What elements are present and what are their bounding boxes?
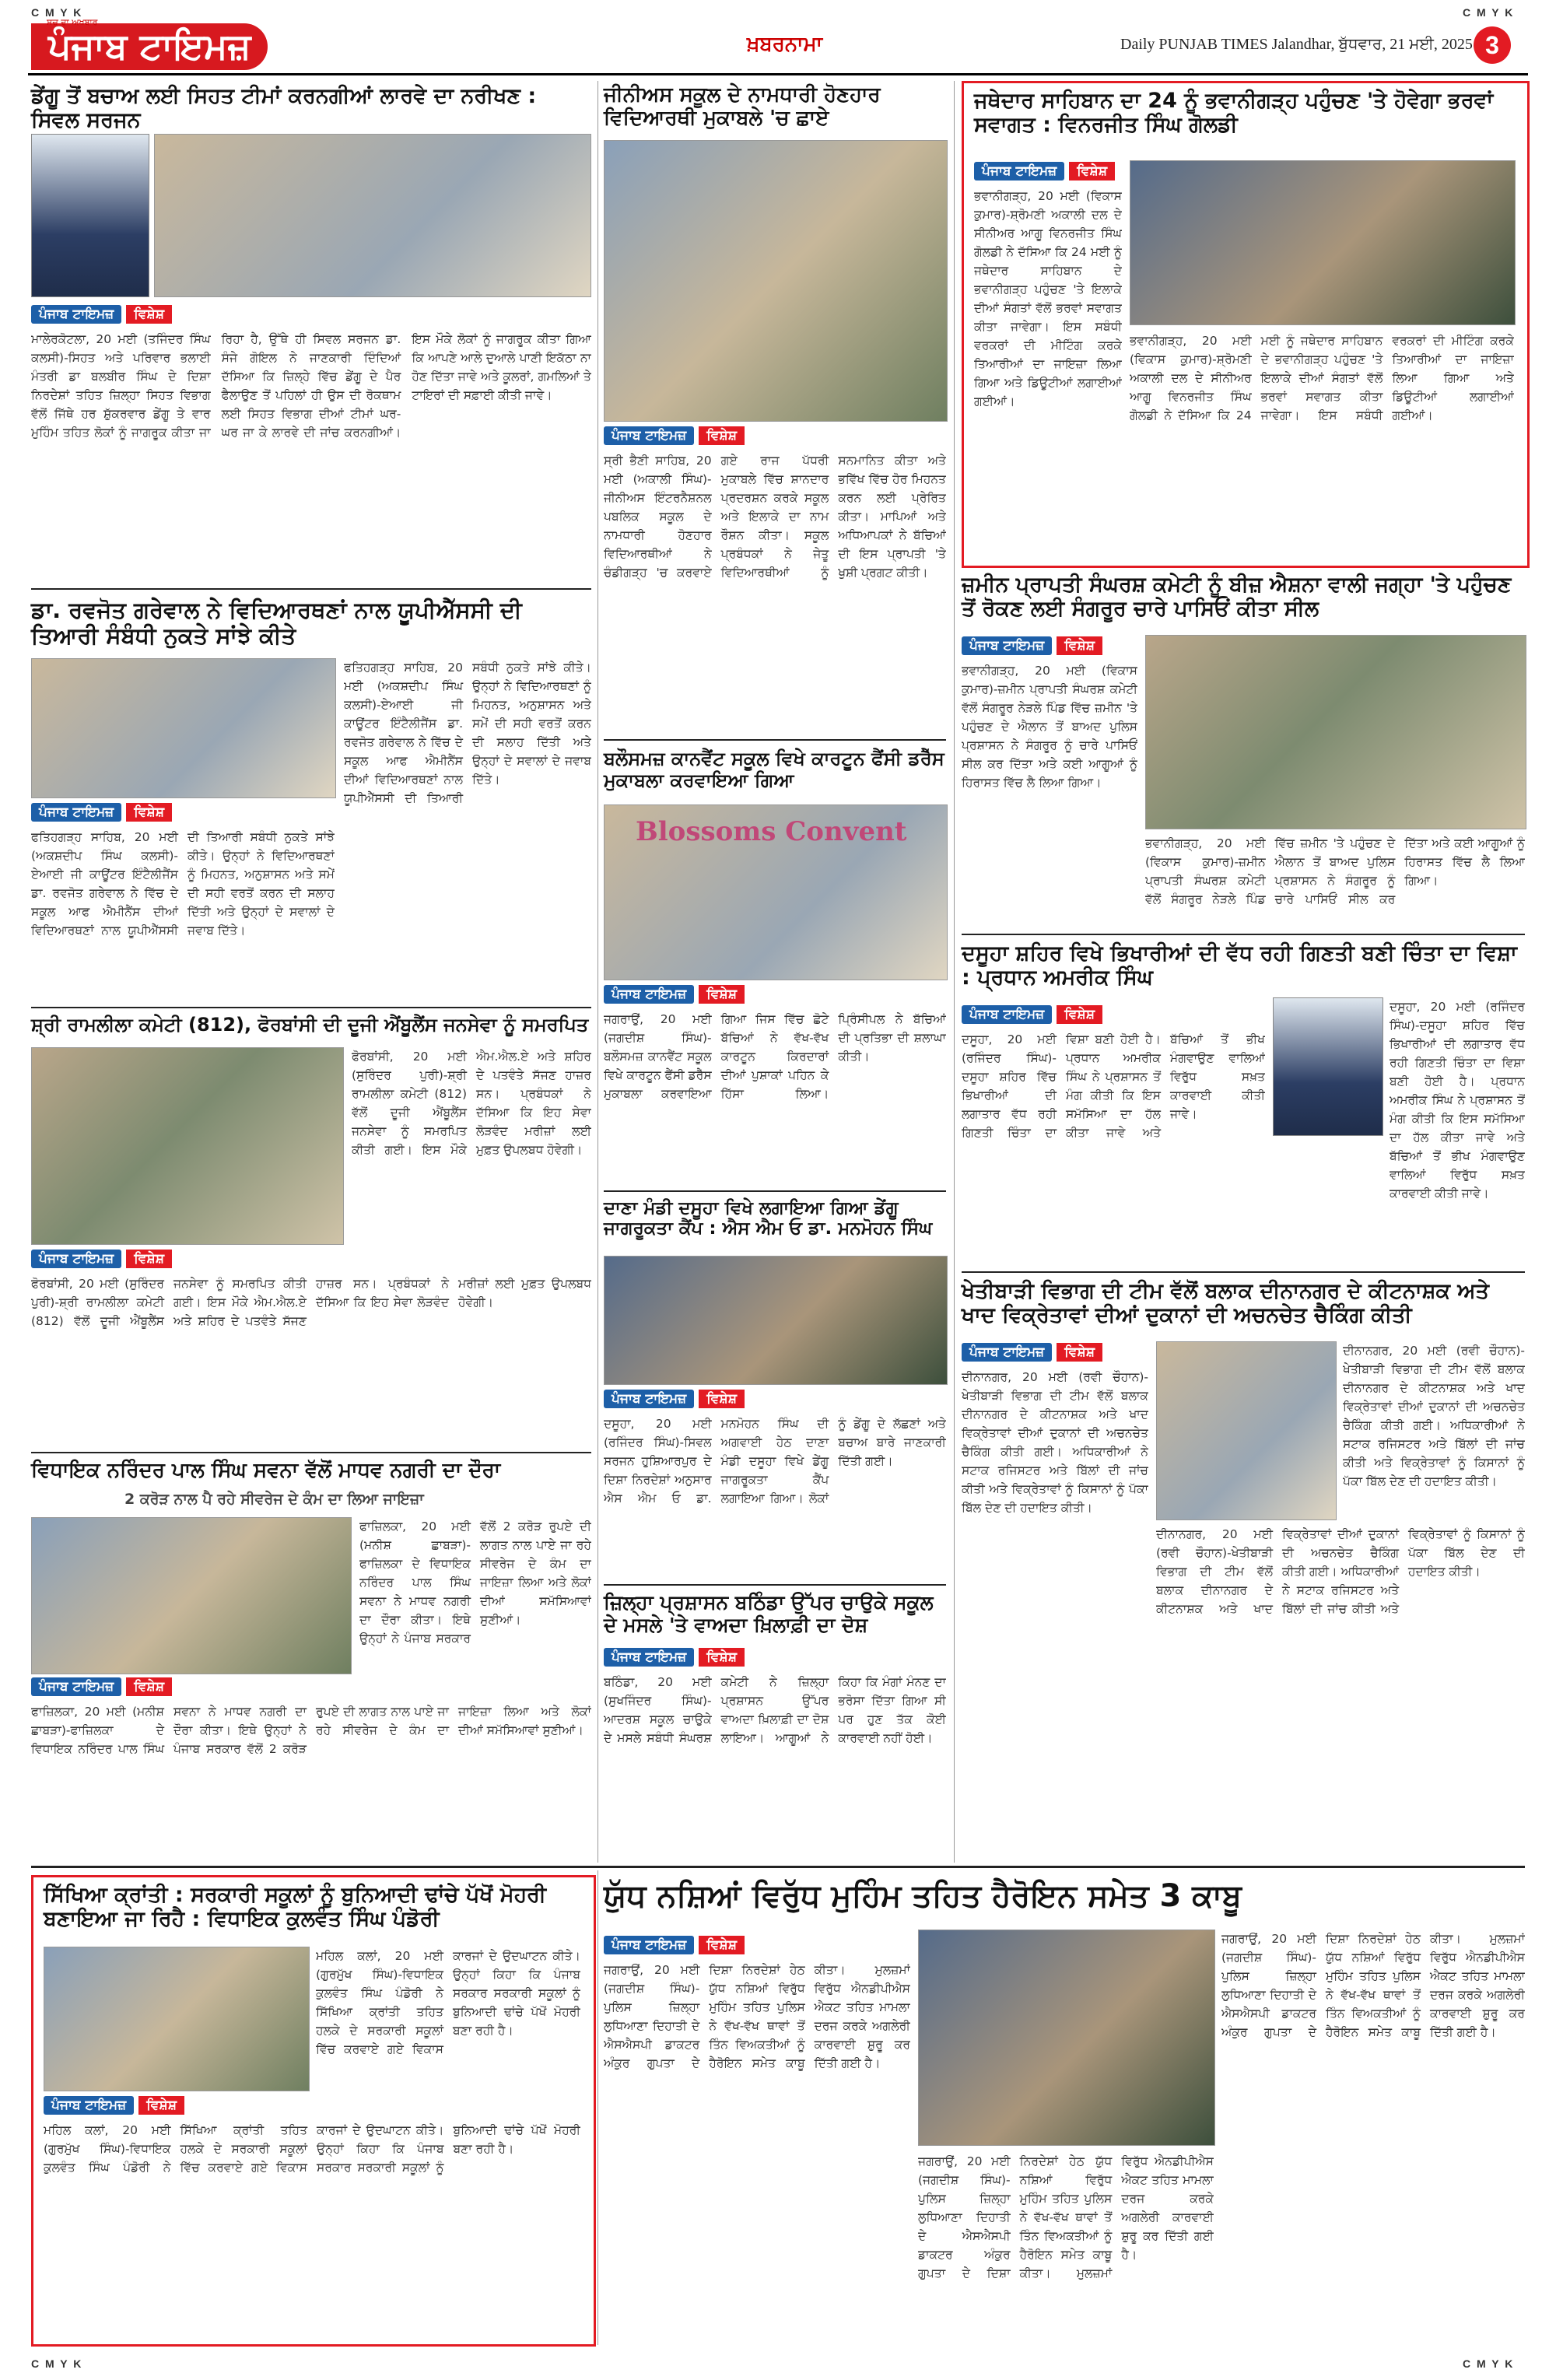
article-headline-bathinda: ਜ਼ਿਲ੍ਹਾ ਪ੍ਰਸ਼ਾਸਨ ਬਠਿੰਡਾ ਉੱਪਰ ਚਾਉਕੇ ਸਕੂਲ ਦੇ ਮਸਲੇ 'ਤੇ ਵਾਅਦਾ ਖ਼ਿਲਾਫ਼ੀ ਦਾ ਦੋਸ਼ (604, 1591, 934, 1636)
byline-tag: ਵਿਸ਼ੇਸ਼ (699, 1648, 745, 1667)
article-body-upsc: ਫਤਿਹਗੜ੍ਹ ਸਾਹਿਬ, 20 ਮਈ (ਅਕਸ਼ਦੀਪ ਸਿੰਘ ਕਲਸੀ)-ਏਆਈ ਜੀ ਕਾਊਂਟਰ ਇੰਟੈਲੀਜੈਂਸ ਡਾ. ਰਵਜੋਤ ਗਰੇਵਾਲ ਨੇ ਵਿੱਚ ਦੇ ਸਕੂਲ ਆਫ ਐਮੀਨੈਂਸ ਦੀਆਂ ਵਿਦਿਆਰਥਣਾਂ ਨਾਲ ਯੂਪੀਐੱਸਸੀ ਦੀ ਤਿਆਰੀ ਸਬੰਧੀ ਨੁਕਤੇ ਸਾਂਝੇ ਕੀਤੇ। ਉਨ੍ਹਾਂ ਨੇ ਵਿਦਿਆਰਥਣਾਂ ਨੂੰ ਮਿਹਨਤ, ਅਨੁਸ਼ਾਸਨ ਅਤੇ ਸਮੇਂ ਦੀ ਸਹੀ ਵਰਤੋਂ ਕਰਨ ਦੀ ਸਲਾਹ ਦਿੱਤੀ ਅਤੇ ਉਨ੍ਹਾਂ ਦੇ ਸਵਾਲਾਂ ਦੇ ਜਵਾਬ ਦਿੱਤੇ। (31, 830, 335, 938)
article-body-madhav-cont: ਫਾਜ਼ਿਲਕਾ, 20 ਮਈ (ਮਨੀਸ਼ ਛਾਬੜਾ)-ਫਾਜ਼ਿਲਕਾ ਦੇ ਵਿਧਾਇਕ ਨਰਿੰਦਰ ਪਾਲ ਸਿੰਘ ਸਵਨਾ ਨੇ ਮਾਧਵ ਨਗਰੀ ਦਾ ਦੌਰਾ ਕੀਤਾ। ਇਥੇ ਉਨ੍ਹਾਂ ਨੇ ਪੰਜਾਬ ਸਰਕਾਰ ਵੱਲੋਂ 2 ਕਰੋੜ ਰੁਪਏ ਦੀ ਲਾਗਤ ਨਾਲ ਪਾਏ ਜਾ ਰਹੇ ਸੀਵਰੇਜ ਦੇ ਕੰਮ ਦਾ ਜਾਇਜ਼ਾ ਲਿਆ ਅਤੇ ਲੋਕਾਂ ਦੀਆਂ ਸਮੱਸਿਆਵਾਂ ਸੁਣੀਆਂ। (359, 1519, 591, 1646)
byline-paper: ਪੰਜਾਬ ਟਾਇਮਜ਼ (962, 1005, 1052, 1024)
article-body-beggars: ਦਸੂਹਾ, 20 ਮਈ (ਰਜਿੰਦਰ ਸਿੰਘ)-ਦਸੂਹਾ ਸ਼ਹਿਰ ਵਿੱਚ ਭਿਖਾਰੀਆਂ ਦੀ ਲਗਾਤਾਰ ਵੱਧ ਰਹੀ ਗਿਣਤੀ ਚਿੰਤਾ ਦਾ ਵਿਸ਼ਾ ਬਣੀ ਹੋਈ ਹੈ। ਪ੍ਰਧਾਨ ਅਮਰੀਕ ਸਿੰਘ ਨੇ ਪ੍ਰਸ਼ਾਸਨ ਤੋਂ ਮੰਗ ਕੀਤੀ ਕਿ ਇਸ ਸਮੱਸਿਆ ਦਾ ਹੱਲ ਕੀਤਾ ਜਾਵੇ ਅਤੇ ਬੱਚਿਆਂ ਤੋਂ ਭੀਖ ਮੰਗਵਾਉਣ ਵਾਲਿਆਂ ਵਿਰੁੱਧ ਸਖ਼ਤ ਕਾਰਵਾਈ ਕੀਤੀ ਜਾਵੇ। (962, 1032, 1265, 1141)
divider (962, 934, 1525, 935)
article-body-drugs-cont: ਜਗਰਾਉਂ, 20 ਮਈ (ਜਗਦੀਸ਼ ਸਿੰਘ)-ਪੁਲਿਸ ਜ਼ਿਲ੍ਹਾ ਲੁਧਿਆਣਾ ਦਿਹਾਤੀ ਦੇ ਐਸਐਸਪੀ ਡਾਕਟਰ ਅੰਕੁਰ ਗੁਪਤਾ ਦੇ ਦਿਸ਼ਾ ਨਿਰਦੇਸ਼ਾਂ ਹੇਠ ਯੁੱਧ ਨਸ਼ਿਆਂ ਵਿਰੁੱਧ ਮੁਹਿੰਮ ਤਹਿਤ ਪੁਲਿਸ ਨੇ ਵੱਖ-ਵੱਖ ਥਾਵਾਂ ਤੋਂ ਤਿੰਨ ਵਿਅਕਤੀਆਂ ਨੂੰ ਹੈਰੋਇਨ ਸਮੇਤ ਕਾਬੂ ਕੀਤਾ। ਮੁਲਜ਼ਮਾਂ ਵਿਰੁੱਧ ਐਨਡੀਪੀਐਸ ਐਕਟ ਤਹਿਤ ਮਾਮਲਾ ਦਰਜ ਕਰਕੇ ਅਗਲੇਰੀ ਕਾਰਵਾਈ ਸ਼ੁਰੂ ਕਰ ਦਿੱਤੀ ਗਈ ਹੈ। (918, 2154, 1214, 2281)
article-photo-dengue-camp (604, 1256, 948, 1385)
byline-paper: ਪੰਜਾਬ ਟਾਇਮਜ਼ (31, 1677, 121, 1696)
byline-paper: ਪੰਜਾਬ ਟਾਇਮਜ਼ (604, 1390, 694, 1408)
article-photo-jathedar (1130, 160, 1516, 325)
cmyk-marker-footer-left: C M Y K (31, 2357, 83, 2370)
article-body-cartoon: ਜਗਰਾਉਂ, 20 ਮਈ (ਜਗਦੀਸ਼ ਸਿੰਘ)-ਬਲੌਸਮਜ਼ ਕਾਨਵੈਂਟ ਸਕੂਲ ਵਿਖੇ ਕਾਰਟੂਨ ਫੈਂਸੀ ਡਰੈੱਸ ਮੁਕਾਬਲਾ ਕਰਵਾਇਆ ਗਿਆ ਜਿਸ ਵਿੱਚ ਛੋਟੇ ਬੱਚਿਆਂ ਨੇ ਵੱਖ-ਵੱਖ ਕਾਰਟੂਨ ਕਿਰਦਾਰਾਂ ਦੀਆਂ ਪੁਸ਼ਾਕਾਂ ਪਹਿਨ ਕੇ ਹਿੱਸਾ ਲਿਆ। ਪ੍ਰਿੰਸੀਪਲ ਨੇ ਬੱਚਿਆਂ ਦੀ ਪ੍ਰਤਿਭਾ ਦੀ ਸ਼ਲਾਘਾ ਕੀਤੀ। (604, 1012, 946, 1102)
column-divider (954, 81, 955, 1863)
article-headline-upsc: ਡਾ. ਰਵਜੋਤ ਗਰੇਵਾਲ ਨੇ ਵਿਦਿਆਰਥਣਾਂ ਨਾਲ ਯੂਪੀਐੱਸਸੀ ਦੀ ਤਿਆਰੀ ਸੰਬੰਧੀ ਨੁਕਤੇ ਸਾਂਝੇ ਕੀਤੇ (31, 597, 522, 650)
article-body-beggars-cont: ਦਸੂਹਾ, 20 ਮਈ (ਰਜਿੰਦਰ ਸਿੰਘ)-ਦਸੂਹਾ ਸ਼ਹਿਰ ਵਿੱਚ ਭਿਖਾਰੀਆਂ ਦੀ ਲਗਾਤਾਰ ਵੱਧ ਰਹੀ ਗਿਣਤੀ ਚਿੰਤਾ ਦਾ ਵਿਸ਼ਾ ਬਣੀ ਹੋਈ ਹੈ। ਪ੍ਰਧਾਨ ਅਮਰੀਕ ਸਿੰਘ ਨੇ ਪ੍ਰਸ਼ਾਸਨ ਤੋਂ ਮੰਗ ਕੀਤੀ ਕਿ ਇਸ ਸਮੱਸਿਆ ਦਾ ਹੱਲ ਕੀਤਾ ਜਾਵੇ ਅਤੇ ਬੱਚਿਆਂ ਤੋਂ ਭੀਖ ਮੰਗਵਾਉਣ ਵਾਲਿਆਂ ਵਿਰੁੱਧ ਸਖ਼ਤ ਕਾਰਵਾਈ ਕੀਤੀ ਜਾਵੇ। (1390, 1000, 1525, 1201)
article-body-zameen-cont: ਭਵਾਨੀਗੜ੍ਹ, 20 ਮਈ (ਵਿਕਾਸ ਕੁਮਾਰ)-ਜ਼ਮੀਨ ਪ੍ਰਾਪਤੀ ਸੰਘਰਸ਼ ਕਮੇਟੀ ਵੱਲੋਂ ਸੰਗਰੂਰ ਨੇੜਲੇ ਪਿੰਡ ਵਿੱਚ ਜ਼ਮੀਨ 'ਤੇ ਪਹੁੰਚਣ ਦੇ ਐਲਾਨ ਤੋਂ ਬਾਅਦ ਪੁਲਿਸ ਪ੍ਰਸ਼ਾਸਨ ਨੇ ਸੰਗਰੂਰ ਨੂੰ ਚਾਰੇ ਪਾਸਿਓਂ ਸੀਲ ਕਰ ਦਿੱਤਾ ਅਤੇ ਕਈ ਆਗੂਆਂ ਨੂੰ ਹਿਰਾਸਤ ਵਿੱਚ ਲੈ ਲਿਆ ਗਿਆ। (1145, 836, 1525, 907)
byline-tag: ਵਿਸ਼ੇਸ਼ (126, 1677, 172, 1696)
president-portrait (1273, 997, 1383, 1136)
article-photo-zameen (1145, 635, 1526, 829)
byline (31, 305, 172, 324)
article-body-genius: ਸ੍ਰੀ ਭੈਣੀ ਸਾਹਿਬ, 20 ਮਈ (ਅਕਾਲੀ ਸਿੰਘ)-ਜੀਨੀਅਸ ਇੰਟਰਨੈਸ਼ਨਲ ਪਬਲਿਕ ਸਕੂਲ ਦੇ ਨਾਮਧਾਰੀ ਹੋਣਹਾਰ ਵਿਦਿਆਰਥੀਆਂ ਨੇ ਚੰਡੀਗੜ੍ਹ 'ਚ ਕਰਵਾਏ ਗਏ ਰਾਜ ਪੱਧਰੀ ਮੁਕਾਬਲੇ ਵਿੱਚ ਸ਼ਾਨਦਾਰ ਪ੍ਰਦਰਸ਼ਨ ਕਰਕੇ ਸਕੂਲ ਅਤੇ ਇਲਾਕੇ ਦਾ ਨਾਮ ਰੌਸ਼ਨ ਕੀਤਾ। ਸਕੂਲ ਪ੍ਰਬੰਧਕਾਂ ਨੇ ਜੇਤੂ ਵਿਦਿਆਰਥੀਆਂ ਨੂੰ ਸਨਮਾਨਿਤ ਕੀਤਾ ਅਤੇ ਭਵਿੱਖ ਵਿੱਚ ਹੋਰ ਮਿਹਨਤ ਕਰਨ ਲਈ ਪ੍ਰੇਰਿਤ ਕੀਤਾ। ਮਾਪਿਆਂ ਅਤੇ ਅਧਿਆਪਕਾਂ ਨੇ ਬੱਚਿਆਂ ਦੀ ਇਸ ਪ੍ਰਾਪਤੀ 'ਤੇ ਖੁਸ਼ੀ ਪ੍ਰਗਟ ਕੀਤੀ। (604, 454, 946, 580)
article-body-upsc-cont: ਫਤਿਹਗੜ੍ਹ ਸਾਹਿਬ, 20 ਮਈ (ਅਕਸ਼ਦੀਪ ਸਿੰਘ ਕਲਸੀ)-ਏਆਈ ਜੀ ਕਾਊਂਟਰ ਇੰਟੈਲੀਜੈਂਸ ਡਾ. ਰਵਜੋਤ ਗਰੇਵਾਲ ਨੇ ਵਿੱਚ ਦੇ ਸਕੂਲ ਆਫ ਐਮੀਨੈਂਸ ਦੀਆਂ ਵਿਦਿਆਰਥਣਾਂ ਨਾਲ ਯੂਪੀਐੱਸਸੀ ਦੀ ਤਿਆਰੀ ਸਬੰਧੀ ਨੁਕਤੇ ਸਾਂਝੇ ਕੀਤੇ। ਉਨ੍ਹਾਂ ਨੇ ਵਿਦਿਆਰਥਣਾਂ ਨੂੰ ਮਿਹਨਤ, ਅਨੁਸ਼ਾਸਨ ਅਤੇ ਸਮੇਂ ਦੀ ਸਹੀ ਵਰਤੋਂ ਕਰਨ ਦੀ ਸਲਾਹ ਦਿੱਤੀ ਅਤੇ ਉਨ੍ਹਾਂ ਦੇ ਸਵਾਲਾਂ ਦੇ ਜਵਾਬ ਦਿੱਤੇ। (344, 661, 591, 806)
article-headline-madhav: ਵਿਧਾਇਕ ਨਰਿੰਦਰ ਪਾਲ ਸਿੰਘ ਸਵਨਾ ਵੱਲੋਂ ਮਾਧਵ ਨਗਰੀ ਦਾ ਦੌਰਾ (31, 1459, 501, 1482)
byline-paper: ਪੰਜਾਬ ਟਾਇਮਜ਼ (31, 803, 121, 822)
cmyk-marker-left: C M Y K (31, 6, 83, 19)
divider (31, 1452, 591, 1453)
masthead-logo: ਪੰਜਾਬ ਟਾਇਮਜ਼ (31, 23, 268, 70)
byline (962, 1343, 1102, 1362)
byline (31, 1677, 172, 1696)
byline-tag: ਵਿਸ਼ੇਸ਼ (699, 1936, 745, 1954)
byline-paper: ਪੰਜਾਬ ਟਾਇਮਜ਼ (604, 1648, 694, 1667)
article-body-jathedar-cont: ਭਵਾਨੀਗੜ੍ਹ, 20 ਮਈ (ਵਿਕਾਸ ਕੁਮਾਰ)-ਸ਼੍ਰੋਮਣੀ ਅਕਾਲੀ ਦਲ ਦੇ ਸੀਨੀਅਰ ਆਗੂ ਵਿਨਰਜੀਤ ਸਿੰਘ ਗੋਲਡੀ ਨੇ ਦੱਸਿਆ ਕਿ 24 ਮਈ ਨੂੰ ਜਥੇਦਾਰ ਸਾਹਿਬਾਨ ਦੇ ਭਵਾਨੀਗੜ੍ਹ ਪਹੁੰਚਣ 'ਤੇ ਇਲਾਕੇ ਦੀਆਂ ਸੰਗਤਾਂ ਵੱਲੋਂ ਭਰਵਾਂ ਸਵਾਗਤ ਕੀਤਾ ਜਾਵੇਗਾ। ਇਸ ਸਬੰਧੀ ਵਰਕਰਾਂ ਦੀ ਮੀਟਿੰਗ ਕਰਕੇ ਤਿਆਰੀਆਂ ਦਾ ਜਾਇਜ਼ਾ ਲਿਆ ਗਿਆ ਅਤੇ ਡਿਊਟੀਆਂ ਲਗਾਈਆਂ ਗਈਆਂ। (1130, 334, 1514, 423)
divider (31, 588, 591, 590)
byline-tag: ਵਿਸ਼ੇਸ਼ (1057, 636, 1102, 655)
article-photo-cartoon (604, 804, 948, 980)
article-body-drugs-side: ਜਗਰਾਉਂ, 20 ਮਈ (ਜਗਦੀਸ਼ ਸਿੰਘ)-ਪੁਲਿਸ ਜ਼ਿਲ੍ਹਾ ਲੁਧਿਆਣਾ ਦਿਹਾਤੀ ਦੇ ਐਸਐਸਪੀ ਡਾਕਟਰ ਅੰਕੁਰ ਗੁਪਤਾ ਦੇ ਦਿਸ਼ਾ ਨਿਰਦੇਸ਼ਾਂ ਹੇਠ ਯੁੱਧ ਨਸ਼ਿਆਂ ਵਿਰੁੱਧ ਮੁਹਿੰਮ ਤਹਿਤ ਪੁਲਿਸ ਨੇ ਵੱਖ-ਵੱਖ ਥਾਵਾਂ ਤੋਂ ਤਿੰਨ ਵਿਅਕਤੀਆਂ ਨੂੰ ਹੈਰੋਇਨ ਸਮੇਤ ਕਾਬੂ ਕੀਤਾ। ਮੁਲਜ਼ਮਾਂ ਵਿਰੁੱਧ ਐਨਡੀਪੀਐਸ ਐਕਟ ਤਹਿਤ ਮਾਮਲਾ ਦਰਜ ਕਰਕੇ ਅਗਲੇਰੀ ਕਾਰਵਾਈ ਸ਼ੁਰੂ ਕਰ ਦਿੱਤੀ ਗਈ ਹੈ। (1221, 1932, 1525, 2040)
article-body-dengue: ਮਾਲੇਰਕੋਟਲਾ, 20 ਮਈ (ਤਜਿੰਦਰ ਸਿੰਘ ਕਲਸੀ)-ਸਿਹਤ ਅਤੇ ਪਰਿਵਾਰ ਭਲਾਈ ਮੰਤਰੀ ਡਾ ਬਲਬੀਰ ਸਿੰਘ ਦੇ ਦਿਸ਼ਾ ਨਿਰਦੇਸ਼ਾਂ ਤਹਿਤ ਜ਼ਿਲ੍ਹਾ ਸਿਹਤ ਵਿਭਾਗ ਵੱਲੋਂ ਜਿੱਥੇ ਹਰ ਸ਼ੁੱਕਰਵਾਰ ਡੇਂਗੂ ਤੇ ਵਾਰ ਮੁਹਿੰਮ ਤਹਿਤ ਲੋਕਾਂ ਨੂੰ ਜਾਗਰੂਕ ਕੀਤਾ ਜਾ ਰਿਹਾ ਹੈ, ਉੱਥੇ ਹੀ ਸਿਵਲ ਸਰਜਨ ਡਾ. ਸੰਜੇ ਗੋਇਲ ਨੇ ਜਾਣਕਾਰੀ ਦਿੰਦਿਆਂ ਦੱਸਿਆ ਕਿ ਜ਼ਿਲ੍ਹੇ ਵਿੱਚ ਡੇਂਗੂ ਦੇ ਪੈਰ ਫੈਲਾਉਣ ਤੋਂ ਪਹਿਲਾਂ ਹੀ ਉਸ ਦੀ ਰੋਕਥਾਮ ਲਈ ਸਿਹਤ ਵਿਭਾਗ ਦੀਆਂ ਟੀਮਾਂ ਘਰ-ਘਰ ਜਾ ਕੇ ਲਾਰਵੇ ਦੀ ਜਾਂਚ ਕਰਨਗੀਆਂ। ਇਸ ਮੌਕੇ ਲੋਕਾਂ ਨੂੰ ਜਾਗਰੂਕ ਕੀਤਾ ਗਿਆ ਕਿ ਆਪਣੇ ਆਲੇ ਦੁਆਲੇ ਪਾਣੀ ਇਕੱਠਾ ਨਾ ਹੋਣ ਦਿੱਤਾ ਜਾਵੇ ਅਤੇ ਕੂਲਰਾਂ, ਗਮਲਿਆਂ ਤੇ ਟਾਇਰਾਂ ਦੀ ਸਫ਼ਾਈ ਕੀਤੀ ਜਾਵੇ। (31, 332, 591, 440)
divider (31, 1866, 1525, 1868)
byline (31, 803, 172, 822)
byline (604, 1648, 745, 1667)
divider (604, 1190, 946, 1192)
article-body-madhav: ਫਾਜ਼ਿਲਕਾ, 20 ਮਈ (ਮਨੀਸ਼ ਛਾਬੜਾ)-ਫਾਜ਼ਿਲਕਾ ਦੇ ਵਿਧਾਇਕ ਨਰਿੰਦਰ ਪਾਲ ਸਿੰਘ ਸਵਨਾ ਨੇ ਮਾਧਵ ਨਗਰੀ ਦਾ ਦੌਰਾ ਕੀਤਾ। ਇਥੇ ਉਨ੍ਹਾਂ ਨੇ ਪੰਜਾਬ ਸਰਕਾਰ ਵੱਲੋਂ 2 ਕਰੋੜ ਰੁਪਏ ਦੀ ਲਾਗਤ ਨਾਲ ਪਾਏ ਜਾ ਰਹੇ ਸੀਵਰੇਜ ਦੇ ਕੰਮ ਦਾ ਜਾਇਜ਼ਾ ਲਿਆ ਅਤੇ ਲੋਕਾਂ ਦੀਆਂ ਸਮੱਸਿਆਵਾਂ ਸੁਣੀਆਂ। (31, 1705, 591, 1757)
byline-paper: ਪੰਜਾਬ ਟਾਇਮਜ਼ (962, 1343, 1052, 1362)
article-photo-pesticide (1156, 1341, 1337, 1520)
civil-surgeon-portrait (31, 134, 149, 297)
byline-paper: ਪੰਜਾਬ ਟਾਇਮਜ਼ (44, 2096, 134, 2115)
byline (604, 1390, 745, 1408)
dateline: Daily PUNJAB TIMES Jalandhar, ਬੁੱਧਵਾਰ, 21 ਮਈ, 2025 (1120, 36, 1473, 53)
article-headline-jathedar: ਜਥੇਦਾਰ ਸਾਹਿਬਾਨ ਦਾ 24 ਨੂੰ ਭਵਾਨੀਗੜ੍ਹ ਪਹੁੰਚਣ 'ਤੇ ਹੋਵੇਗਾ ਭਰਵਾਂ ਸਵਾਗਤ : ਵਿਨਰਜੀਤ ਸਿੰਘ ਗੋਲਡੀ (974, 89, 1494, 138)
byline-tag: ਵਿਸ਼ੇਸ਼ (126, 305, 172, 324)
article-body-pesticide-side: ਦੀਨਾਨਗਰ, 20 ਮਈ (ਰਵੀ ਚੌਹਾਨ)-ਖੇਤੀਬਾੜੀ ਵਿਭਾਗ ਦੀ ਟੀਮ ਵੱਲੋਂ ਬਲਾਕ ਦੀਨਾਨਗਰ ਦੇ ਕੀਟਨਾਸ਼ਕ ਅਤੇ ਖਾਦ ਵਿਕ੍ਰੇਤਾਵਾਂ ਦੀਆਂ ਦੁਕਾਨਾਂ ਦੀ ਅਚਨਚੇਤ ਚੈਕਿੰਗ ਕੀਤੀ ਗਈ। ਅਧਿਕਾਰੀਆਂ ਨੇ ਸਟਾਕ ਰਜਿਸਟਰ ਅਤੇ ਬਿੱਲਾਂ ਦੀ ਜਾਂਚ ਕੀਤੀ ਅਤੇ ਵਿਕ੍ਰੇਤਾਵਾਂ ਨੂੰ ਕਿਸਾਨਾਂ ਨੂੰ ਪੱਕਾ ਬਿੱਲ ਦੇਣ ਦੀ ਹਦਾਇਤ ਕੀਤੀ। (1343, 1344, 1525, 1489)
article-body-education-cont: ਮਹਿਲ ਕਲਾਂ, 20 ਮਈ (ਗੁਰਮੁੱਖ ਸਿੰਘ)-ਵਿਧਾਇਕ ਕੁਲਵੰਤ ਸਿੰਘ ਪੰਡੋਰੀ ਨੇ ਸਿੱਖਿਆ ਕ੍ਰਾਂਤੀ ਤਹਿਤ ਹਲਕੇ ਦੇ ਸਰਕਾਰੀ ਸਕੂਲਾਂ ਵਿੱਚ ਕਰਵਾਏ ਗਏ ਵਿਕਾਸ ਕਾਰਜਾਂ ਦੇ ਉਦਘਾਟਨ ਕੀਤੇ। ਉਨ੍ਹਾਂ ਕਿਹਾ ਕਿ ਪੰਜਾਬ ਸਰਕਾਰ ਸਰਕਾਰੀ ਸਕੂਲਾਂ ਨੂੰ ਬੁਨਿਆਦੀ ਢਾਂਚੇ ਪੱਖੋਂ ਮੋਹਰੀ ਬਣਾ ਰਹੀ ਹੈ। (316, 1949, 580, 2057)
byline-paper: ਪੰਜਾਬ ਟਾਇਮਜ਼ (974, 162, 1064, 181)
article-body-ramleela-cont: ਫੋਰਬਾਂਸੀ, 20 ਮਈ (ਸੁਰਿੰਦਰ ਪੁਰੀ)-ਸ਼੍ਰੀ ਰਾਮਲੀਲਾ ਕਮੇਟੀ (812) ਵੱਲੋਂ ਦੂਜੀ ਐਂਬੂਲੈਂਸ ਜਨਸੇਵਾ ਨੂੰ ਸਮਰਪਿਤ ਕੀਤੀ ਗਈ। ਇਸ ਮੌਕੇ ਐਮ.ਐਲ.ਏ ਅਤੇ ਸ਼ਹਿਰ ਦੇ ਪਤਵੰਤੇ ਸੱਜਣ ਹਾਜ਼ਰ ਸਨ। ਪ੍ਰਬੰਧਕਾਂ ਨੇ ਦੱਸਿਆ ਕਿ ਇਹ ਸੇਵਾ ਲੋੜਵੰਦ ਮਰੀਜ਼ਾਂ ਲਈ ਮੁਫ਼ਤ ਉਪਲਬਧ ਹੋਵੇਗੀ। (352, 1050, 591, 1158)
masthead-rule (28, 73, 1528, 75)
byline-tag: ਵਿਸ਼ੇਸ਼ (1057, 1005, 1102, 1024)
article-headline-dengue-camp: ਦਾਣਾ ਮੰਡੀ ਦਸੂਹਾ ਵਿਖੇ ਲਗਾਇਆ ਗਿਆ ਡੇਂਗੂ ਜਾਗਰੂਕਤਾ ਕੈਂਪ : ਐਸ ਐਮ ਓ ਡਾ. ਮਨਮੋਹਨ ਸਿੰਘ (604, 1198, 933, 1239)
byline-tag: ਵਿਸ਼ੇਸ਼ (138, 2096, 184, 2115)
article-headline-cartoon: ਬਲੌਸਮਜ਼ ਕਾਨਵੈਂਟ ਸਕੂਲ ਵਿਖੇ ਕਾਰਟੂਨ ਫੈਂਸੀ ਡਰੈੱਸ ਮੁਕਾਬਲਾ ਕਰਵਾਇਆ ਗਿਆ (604, 748, 944, 791)
masthead-logo-block (31, 23, 268, 67)
byline-paper: ਪੰਜਾਬ ਟਾਇਮਜ਼ (604, 426, 694, 445)
page-number: 3 (1474, 26, 1511, 64)
article-photo-ramleela (31, 1047, 344, 1245)
byline-paper: ਪੰਜਾਬ ਟਾਇਮਜ਼ (962, 636, 1052, 655)
byline-tag: ਵਿਸ਼ੇਸ਼ (699, 426, 745, 445)
article-body-pesticide: ਦੀਨਾਨਗਰ, 20 ਮਈ (ਰਵੀ ਚੌਹਾਨ)-ਖੇਤੀਬਾੜੀ ਵਿਭਾਗ ਦੀ ਟੀਮ ਵੱਲੋਂ ਬਲਾਕ ਦੀਨਾਨਗਰ ਦੇ ਕੀਟਨਾਸ਼ਕ ਅਤੇ ਖਾਦ ਵਿਕ੍ਰੇਤਾਵਾਂ ਦੀਆਂ ਦੁਕਾਨਾਂ ਦੀ ਅਚਨਚੇਤ ਚੈਕਿੰਗ ਕੀਤੀ ਗਈ। ਅਧਿਕਾਰੀਆਂ ਨੇ ਸਟਾਕ ਰਜਿਸਟਰ ਅਤੇ ਬਿੱਲਾਂ ਦੀ ਜਾਂਚ ਕੀਤੀ ਅਤੇ ਵਿਕ੍ਰੇਤਾਵਾਂ ਨੂੰ ਕਿਸਾਨਾਂ ਨੂੰ ਪੱਕਾ ਬਿੱਲ ਦੇਣ ਦੀ ਹਦਾਇਤ ਕੀਤੀ। (962, 1370, 1148, 1516)
article-body-drugs: ਜਗਰਾਉਂ, 20 ਮਈ (ਜਗਦੀਸ਼ ਸਿੰਘ)-ਪੁਲਿਸ ਜ਼ਿਲ੍ਹਾ ਲੁਧਿਆਣਾ ਦਿਹਾਤੀ ਦੇ ਐਸਐਸਪੀ ਡਾਕਟਰ ਅੰਕੁਰ ਗੁਪਤਾ ਦੇ ਦਿਸ਼ਾ ਨਿਰਦੇਸ਼ਾਂ ਹੇਠ ਯੁੱਧ ਨਸ਼ਿਆਂ ਵਿਰੁੱਧ ਮੁਹਿੰਮ ਤਹਿਤ ਪੁਲਿਸ ਨੇ ਵੱਖ-ਵੱਖ ਥਾਵਾਂ ਤੋਂ ਤਿੰਨ ਵਿਅਕਤੀਆਂ ਨੂੰ ਹੈਰੋਇਨ ਸਮੇਤ ਕਾਬੂ ਕੀਤਾ। ਮੁਲਜ਼ਮਾਂ ਵਿਰੁੱਧ ਐਨਡੀਪੀਐਸ ਐਕਟ ਤਹਿਤ ਮਾਮਲਾ ਦਰਜ ਕਰਕੇ ਅਗਲੇਰੀ ਕਾਰਵਾਈ ਸ਼ੁਰੂ ਕਰ ਦਿੱਤੀ ਗਈ ਹੈ। (604, 1963, 910, 2071)
cmyk-marker-right: C M Y K (1463, 6, 1515, 19)
byline (604, 426, 745, 445)
divider (962, 1271, 1525, 1273)
section-title: ਖ਼ਬਰਨਾਮਾ (747, 33, 823, 56)
article-photo-dengue (154, 134, 591, 297)
byline-tag: ਵਿਸ਼ੇਸ਼ (699, 985, 745, 1004)
article-headline-drugs: ਯੁੱਧ ਨਸ਼ਿਆਂ ਵਿਰੁੱਧ ਮੁਹਿੰਮ ਤਹਿਤ ਹੈਰੋਇਨ ਸਮੇਤ 3 ਕਾਬੂ (604, 1878, 1242, 1914)
article-photo-drugs (918, 1930, 1215, 2146)
byline-tag: ਵਿਸ਼ੇਸ਼ (1069, 162, 1115, 181)
article-headline-pesticide: ਖੇਤੀਬਾੜੀ ਵਿਭਾਗ ਦੀ ਟੀਮ ਵੱਲੋਂ ਬਲਾਕ ਦੀਨਾਨਗਰ ਦੇ ਕੀਟਨਾਸ਼ਕ ਅਤੇ ਖਾਦ ਵਿਕ੍ਰੇਤਾਵਾਂ ਦੀਆਂ ਦੁਕਾਨਾਂ ਦੀ ਅਚਨਚੇਤ ਚੈਕਿੰਗ ਕੀਤੀ (962, 1279, 1489, 1328)
article-photo-genius (604, 140, 948, 422)
byline (604, 985, 745, 1004)
article-photo-madhav (31, 1517, 352, 1674)
byline (962, 1005, 1102, 1024)
byline-tag: ਵਿਸ਼ੇਸ਼ (126, 803, 172, 822)
article-body-ramleela: ਫੋਰਬਾਂਸੀ, 20 ਮਈ (ਸੁਰਿੰਦਰ ਪੁਰੀ)-ਸ਼੍ਰੀ ਰਾਮਲੀਲਾ ਕਮੇਟੀ (812) ਵੱਲੋਂ ਦੂਜੀ ਐਂਬੂਲੈਂਸ ਜਨਸੇਵਾ ਨੂੰ ਸਮਰਪਿਤ ਕੀਤੀ ਗਈ। ਇਸ ਮੌਕੇ ਐਮ.ਐਲ.ਏ ਅਤੇ ਸ਼ਹਿਰ ਦੇ ਪਤਵੰਤੇ ਸੱਜਣ ਹਾਜ਼ਰ ਸਨ। ਪ੍ਰਬੰਧਕਾਂ ਨੇ ਦੱਸਿਆ ਕਿ ਇਹ ਸੇਵਾ ਲੋੜਵੰਦ ਮਰੀਜ਼ਾਂ ਲਈ ਮੁਫ਼ਤ ਉਪਲਬਧ ਹੋਵੇਗੀ। (31, 1277, 591, 1329)
article-headline-education: ਸਿੱਖਿਆ ਕ੍ਰਾਂਤੀ : ਸਰਕਾਰੀ ਸਕੂਲਾਂ ਨੂੰ ਬੁਨਿਆਦੀ ਢਾਂਚੇ ਪੱਖੋਂ ਮੋਹਰੀ ਬਣਾਇਆ ਜਾ ਰਿਹੈ : ਵਿਧਾਇਕ ਕੁਲਵੰਤ ਸਿੰਘ ਪੰਡੋਰੀ (44, 1883, 547, 1932)
byline (604, 1936, 745, 1954)
byline (44, 2096, 184, 2115)
article-body-bathinda: ਬਠਿੰਡਾ, 20 ਮਈ (ਸੁਖਜਿੰਦਰ ਸਿੰਘ)-ਆਦਰਸ਼ ਸਕੂਲ ਚਾਉਕੇ ਦੇ ਮਸਲੇ ਸਬੰਧੀ ਸੰਘਰਸ਼ ਕਮੇਟੀ ਨੇ ਜ਼ਿਲ੍ਹਾ ਪ੍ਰਸ਼ਾਸਨ ਉੱਪਰ ਵਾਅਦਾ ਖ਼ਿਲਾਫ਼ੀ ਦਾ ਦੋਸ਼ ਲਾਇਆ। ਆਗੂਆਂ ਨੇ ਕਿਹਾ ਕਿ ਮੰਗਾਂ ਮੰਨਣ ਦਾ ਭਰੋਸਾ ਦਿੱਤਾ ਗਿਆ ਸੀ ਪਰ ਹੁਣ ਤੱਕ ਕੋਈ ਕਾਰਵਾਈ ਨਹੀਂ ਹੋਈ। (604, 1675, 946, 1746)
byline (31, 1250, 172, 1268)
article-headline-dengue: ਡੇਂਗੂ ਤੋਂ ਬਚਾਅ ਲਈ ਸਿਹਤ ਟੀਮਾਂ ਕਰਨਗੀਆਂ ਲਾਰਵੇ ਦਾ ਨਰੀਖਣ : ਸਿਵਲ ਸਰਜਨ (31, 84, 537, 133)
article-body-pesticide-cont: ਦੀਨਾਨਗਰ, 20 ਮਈ (ਰਵੀ ਚੌਹਾਨ)-ਖੇਤੀਬਾੜੀ ਵਿਭਾਗ ਦੀ ਟੀਮ ਵੱਲੋਂ ਬਲਾਕ ਦੀਨਾਨਗਰ ਦੇ ਕੀਟਨਾਸ਼ਕ ਅਤੇ ਖਾਦ ਵਿਕ੍ਰੇਤਾਵਾਂ ਦੀਆਂ ਦੁਕਾਨਾਂ ਦੀ ਅਚਨਚੇਤ ਚੈਕਿੰਗ ਕੀਤੀ ਗਈ। ਅਧਿਕਾਰੀਆਂ ਨੇ ਸਟਾਕ ਰਜਿਸਟਰ ਅਤੇ ਬਿੱਲਾਂ ਦੀ ਜਾਂਚ ਕੀਤੀ ਅਤੇ ਵਿਕ੍ਰੇਤਾਵਾਂ ਨੂੰ ਕਿਸਾਨਾਂ ਨੂੰ ਪੱਕਾ ਬਿੱਲ ਦੇਣ ਦੀ ਹਦਾਇਤ ਕੀਤੀ। (1156, 1527, 1525, 1617)
byline-paper: ਪੰਜਾਬ ਟਾਇਮਜ਼ (31, 1250, 121, 1268)
article-headline-ramleela: ਸ਼੍ਰੀ ਰਾਮਲੀਲਾ ਕਮੇਟੀ (812), ਫੋਰਬਾਂਸੀ ਦੀ ਦੂਜੀ ਐਂਬੂਲੈਂਸ ਜਨਸੇਵਾ ਨੂੰ ਸਮਰਪਿਤ (31, 1014, 589, 1036)
cmyk-marker-footer-right: C M Y K (1463, 2357, 1515, 2370)
masthead-tagline: ਸਚ ਦਾ ਅਖਬਾਰ (47, 17, 98, 27)
byline-tag: ਵਿਸ਼ੇਸ਼ (1057, 1343, 1102, 1362)
divider (604, 1584, 946, 1586)
article-headline-zameen: ਜ਼ਮੀਨ ਪ੍ਰਾਪਤੀ ਸੰਘਰਸ਼ ਕਮੇਟੀ ਨੂੰ ਬੀਜ਼ ਐਸ਼ਨਾ ਵਾਲੀ ਜਗ੍ਹਾ 'ਤੇ ਪਹੁੰਚਣ ਤੋਂ ਰੋਕਣ ਲਈ ਸੰਗਰੂਰ ਚਾਰੇ ਪਾਸਿਓਂ ਕੀਤਾ ਸੀਲ (962, 573, 1512, 622)
article-body-jathedar: ਭਵਾਨੀਗੜ੍ਹ, 20 ਮਈ (ਵਿਕਾਸ ਕੁਮਾਰ)-ਸ਼੍ਰੋਮਣੀ ਅਕਾਲੀ ਦਲ ਦੇ ਸੀਨੀਅਰ ਆਗੂ ਵਿਨਰਜੀਤ ਸਿੰਘ ਗੋਲਡੀ ਨੇ ਦੱਸਿਆ ਕਿ 24 ਮਈ ਨੂੰ ਜਥੇਦਾਰ ਸਾਹਿਬਾਨ ਦੇ ਭਵਾਨੀਗੜ੍ਹ ਪਹੁੰਚਣ 'ਤੇ ਇਲਾਕੇ ਦੀਆਂ ਸੰਗਤਾਂ ਵੱਲੋਂ ਭਰਵਾਂ ਸਵਾਗਤ ਕੀਤਾ ਜਾਵੇਗਾ। ਇਸ ਸਬੰਧੀ ਵਰਕਰਾਂ ਦੀ ਮੀਟਿੰਗ ਕਰਕੇ ਤਿਆਰੀਆਂ ਦਾ ਜਾਇਜ਼ਾ ਲਿਆ ਗਿਆ ਅਤੇ ਡਿਊਟੀਆਂ ਲਗਾਈਆਂ ਗਈਆਂ। (974, 189, 1122, 409)
article-subhead-madhav: 2 ਕਰੋੜ ਨਾਲ ਪੈ ਰਹੇ ਸੀਵਰੇਜ ਦੇ ਕੰਮ ਦਾ ਲਿਆ ਜਾਇਜ਼ਾ (124, 1491, 424, 1508)
article-body-zameen: ਭਵਾਨੀਗੜ੍ਹ, 20 ਮਈ (ਵਿਕਾਸ ਕੁਮਾਰ)-ਜ਼ਮੀਨ ਪ੍ਰਾਪਤੀ ਸੰਘਰਸ਼ ਕਮੇਟੀ ਵੱਲੋਂ ਸੰਗਰੂਰ ਨੇੜਲੇ ਪਿੰਡ ਵਿੱਚ ਜ਼ਮੀਨ 'ਤੇ ਪਹੁੰਚਣ ਦੇ ਐਲਾਨ ਤੋਂ ਬਾਅਦ ਪੁਲਿਸ ਪ੍ਰਸ਼ਾਸਨ ਨੇ ਸੰਗਰੂਰ ਨੂੰ ਚਾਰੇ ਪਾਸਿਓਂ ਸੀਲ ਕਰ ਦਿੱਤਾ ਅਤੇ ਕਈ ਆਗੂਆਂ ਨੂੰ ਹਿਰਾਸਤ ਵਿੱਚ ਲੈ ਲਿਆ ਗਿਆ। (962, 664, 1137, 790)
byline-paper: ਪੰਜਾਬ ਟਾਇਮਜ਼ (604, 1936, 694, 1954)
article-body-dengue-camp: ਦਸੂਹਾ, 20 ਮਈ (ਰਜਿੰਦਰ ਸਿੰਘ)-ਸਿਵਲ ਸਰਜਨ ਹੁਸ਼ਿਆਰਪੁਰ ਦੇ ਦਿਸ਼ਾ ਨਿਰਦੇਸ਼ਾਂ ਅਨੁਸਾਰ ਐਸ ਐਮ ਓ ਡਾ. ਮਨਮੋਹਨ ਸਿੰਘ ਦੀ ਅਗਵਾਈ ਹੇਠ ਦਾਣਾ ਮੰਡੀ ਦਸੂਹਾ ਵਿਖੇ ਡੇਂਗੂ ਜਾਗਰੂਕਤਾ ਕੈਂਪ ਲਗਾਇਆ ਗਿਆ। ਲੋਕਾਂ ਨੂੰ ਡੇਂਗੂ ਦੇ ਲੱਛਣਾਂ ਅਤੇ ਬਚਾਅ ਬਾਰੇ ਜਾਣਕਾਰੀ ਦਿੱਤੀ ਗਈ। (604, 1417, 946, 1506)
byline-paper: ਪੰਜਾਬ ਟਾਇਮਜ਼ (31, 305, 121, 324)
school-banner: Blossoms Convent (636, 816, 907, 847)
byline-paper: ਪੰਜਾਬ ਟਾਇਮਜ਼ (604, 985, 694, 1004)
divider (31, 1007, 591, 1008)
byline (974, 162, 1115, 181)
divider (604, 739, 946, 741)
article-headline-genius: ਜੀਨੀਅਸ ਸਕੂਲ ਦੇ ਨਾਮਧਾਰੀ ਹੋਣਹਾਰ ਵਿਦਿਆਰਥੀ ਮੁਕਾਬਲੇ 'ਚ ਛਾਏ (604, 83, 881, 130)
article-body-education: ਮਹਿਲ ਕਲਾਂ, 20 ਮਈ (ਗੁਰਮੁੱਖ ਸਿੰਘ)-ਵਿਧਾਇਕ ਕੁਲਵੰਤ ਸਿੰਘ ਪੰਡੋਰੀ ਨੇ ਸਿੱਖਿਆ ਕ੍ਰਾਂਤੀ ਤਹਿਤ ਹਲਕੇ ਦੇ ਸਰਕਾਰੀ ਸਕੂਲਾਂ ਵਿੱਚ ਕਰਵਾਏ ਗਏ ਵਿਕਾਸ ਕਾਰਜਾਂ ਦੇ ਉਦਘਾਟਨ ਕੀਤੇ। ਉਨ੍ਹਾਂ ਕਿਹਾ ਕਿ ਪੰਜਾਬ ਸਰਕਾਰ ਸਰਕਾਰੀ ਸਕੂਲਾਂ ਨੂੰ ਬੁਨਿਆਦੀ ਢਾਂਚੇ ਪੱਖੋਂ ਮੋਹਰੀ ਬਣਾ ਰਹੀ ਹੈ। (44, 2123, 580, 2175)
article-headline-beggars: ਦਸੂਹਾ ਸ਼ਹਿਰ ਵਿਖੇ ਭਿਖਾਰੀਆਂ ਦੀ ਵੱਧ ਰਹੀ ਗਿਣਤੀ ਬਣੀ ਚਿੰਤਾ ਦਾ ਵਿਸ਼ਾ : ਪ੍ਰਧਾਨ ਅਮਰੀਕ ਸਿੰਘ (962, 941, 1517, 990)
byline (962, 636, 1102, 655)
byline-tag: ਵਿਸ਼ੇਸ਼ (699, 1390, 745, 1408)
article-photo-upsc (31, 658, 336, 798)
article-photo-education (44, 1947, 310, 2091)
byline-tag: ਵਿਸ਼ੇਸ਼ (126, 1250, 172, 1268)
